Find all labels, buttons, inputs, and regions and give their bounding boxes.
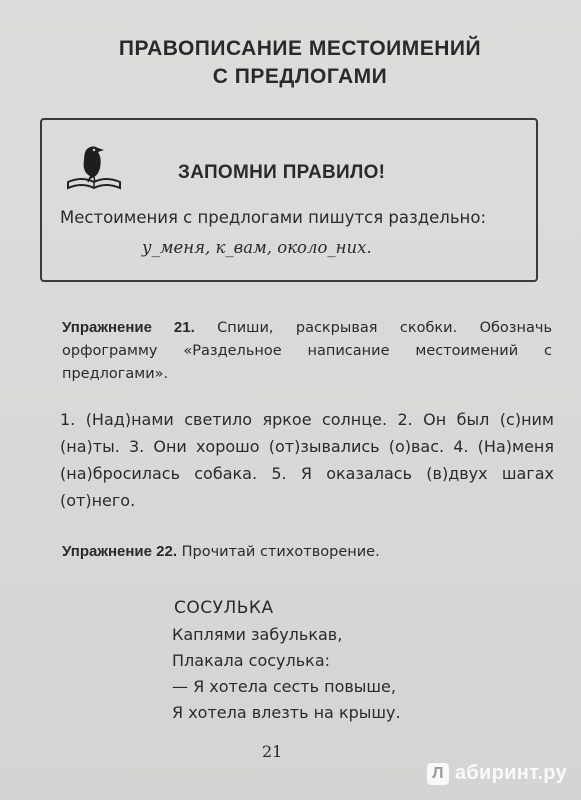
poem-title: СОСУЛЬКА: [174, 598, 274, 618]
exercise-21-instruction: [62, 316, 552, 386]
poem-line: Плакала сосулька:: [172, 651, 331, 670]
poem-line: Я хотела влезть на крышу.: [172, 703, 401, 722]
page-title-line2: С ПРЕДЛОГАМИ: [212, 65, 388, 88]
watermark: [427, 762, 567, 785]
exercise-21-body: 1. (Над)нами светило яркое солнце. 2. Он был (с)ним (на)ты. 3. Они хорошо (от)зывались (о)вас. 4. (На)меня (на)бросилась собака. 5. Я оказалась (в)двух шагах (от)него.: [60, 410, 554, 510]
exercise-21-label: Упражнение 21.: [62, 319, 195, 336]
exercise-22-label: Упражнение 22.: [62, 543, 178, 560]
poem: [172, 622, 401, 726]
exercise-21-instruction-text: Спиши, раскрывая скобки. Обозначь орфограмму «Раздельное написание местоимений с предлогами».: [62, 320, 552, 382]
rule-text: Местоимения с предлогами пишутся раздельно:: [60, 208, 487, 227]
page-number: 21: [262, 742, 283, 761]
labirint-logo-icon: Л: [427, 763, 449, 785]
crow-on-book-icon: [64, 136, 124, 196]
rule-examples: у_меня, к_вам, около_них.: [142, 238, 372, 257]
rule-heading: ЗАПОМНИ ПРАВИЛО!: [178, 162, 386, 183]
page-title-line1: ПРАВОПИСАНИЕ МЕСТОИМЕНИЙ: [118, 37, 482, 60]
rule-box: [40, 118, 538, 282]
watermark-text: абиринт.ру: [454, 762, 567, 784]
exercise-22-instruction-text: Прочитай стихотворение.: [181, 544, 380, 560]
poem-line: — Я хотела сесть повыше,: [172, 677, 396, 696]
poem-line: Каплями забулькав,: [172, 625, 343, 644]
exercise-22-instruction: [62, 540, 552, 564]
